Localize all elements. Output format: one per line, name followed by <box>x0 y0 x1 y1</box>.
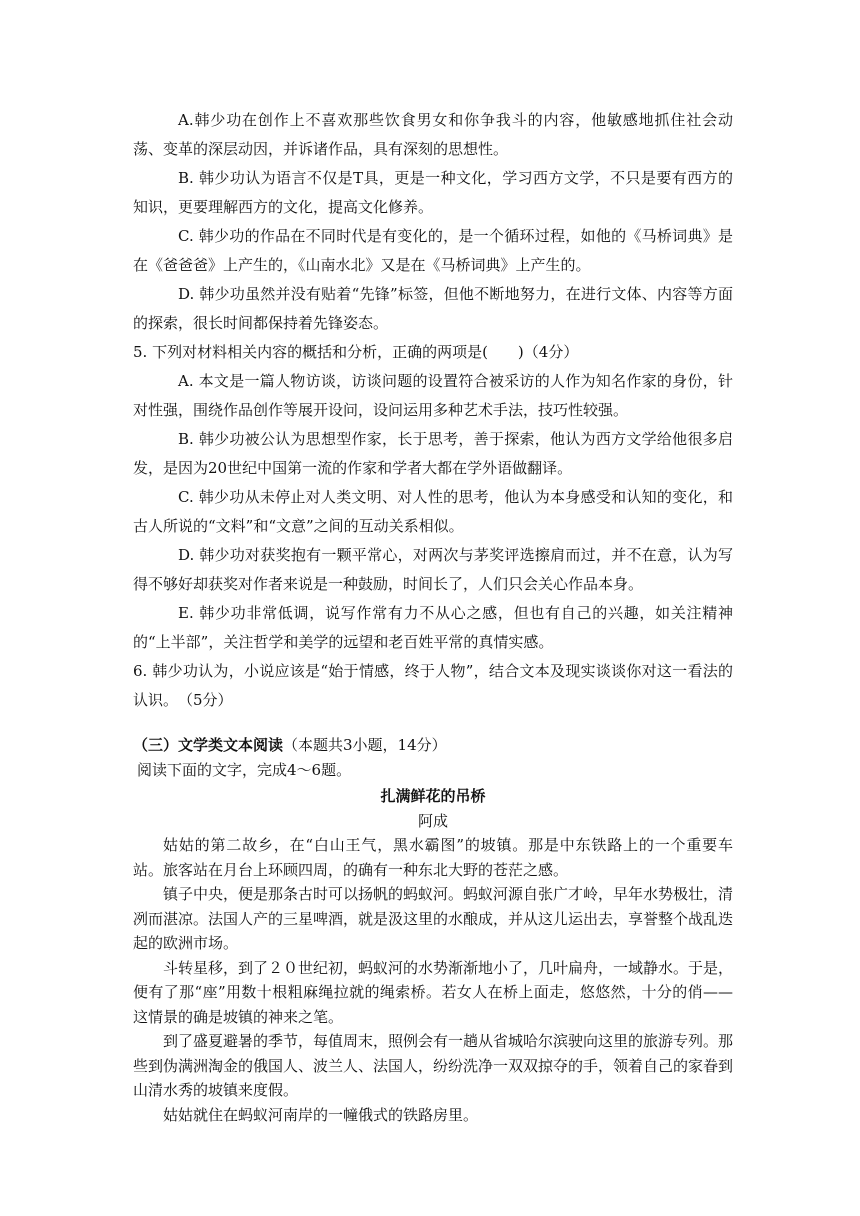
q5-stem: 5. 下列对材料相关内容的概括和分析，正确的两项是( )（4分） <box>133 343 579 361</box>
q5-option-e: E. 韩少功非常低调，说写作常有力不从心之感，但也有自己的兴趣，如关注精神的“上半部”，关注哲学和美学的远望和老百姓平常的真情实感。 <box>133 604 733 651</box>
passage-paragraph: 姑姑就住在蚂蚁河南岸的一幢俄式的铁路房里。 <box>163 1105 479 1124</box>
q4-options <box>133 106 733 338</box>
q5 <box>133 338 733 657</box>
q6-stem: 6. 韩少功认为，小说应该是“始于情感，终于人物”，结合文本及现实谈谈你对这一看法的认识。 （5分） <box>133 662 733 709</box>
section3-heading-note: （本题共3小题，14分） <box>283 736 447 754</box>
q6 <box>133 657 733 715</box>
q4-option-a: A.韩少功在创作上不喜欢那些饮食男女和你争我斗的内容，他敏感地抓住社会动荡、变革的深层动因，并诉诸作品，具有深刻的思想性。 <box>133 111 733 158</box>
passage-paragraph: 镇子中央，便是那条古时可以扬帆的蚂蚁河。蚂蚁河源自张广才岭，早年水势极壮，清冽而湛凉。法国人产的三星啤酒，就是汲这里的水酿成，并从这儿运出去，享誉整个战乱迭起的欧洲市场。 <box>133 885 734 952</box>
passage-paragraph: 姑姑的第二故乡，在“白山王气，黑水霸图”的坡镇。那是中东铁路上的一个重要车站。旅客站在月台上环顾四周，的确有一种东北大野的苍茫之感。 <box>133 836 733 879</box>
q5-option-d: D. 韩少功对获奖抱有一颗平常心，对两次与茅奖评选擦肩而过，并不在意，认为写得不够好却获奖对作者来说是一种鼓励，时间长了，人们只会关心作品本身。 <box>133 546 733 593</box>
passage-paragraph: 到了盛夏避暑的季节，每值周末，照例会有一趟从省城哈尔滨驶向这里的旅游专列。那些到伪满洲淘金的俄国人、波兰人、法国人，纷纷洗净一双双掠夺的手，领着自己的家眷到山清水秀的坡镇来度假。 <box>133 1032 734 1099</box>
section3-heading <box>133 733 733 757</box>
section3-heading-title: （三）文学类文本阅读 <box>133 736 284 754</box>
passage-title: 扎满鲜花的吊桥 <box>380 787 486 805</box>
q5-option-c: C. 韩少功从未停止对人类文明、对人性的思考，他认为本身感受和认知的变化，和古人所说的“文料”和“文意”之间的互动关系相似。 <box>133 488 733 535</box>
q5-option-b: B. 韩少功被公认为思想型作家，长于思考，善于探索，他认为西方文学给他很多启发，是因为20世纪中国第一流的作家和学者大都在学外语做翻译。 <box>133 430 733 477</box>
q4-option-d: D. 韩少功虽然并没有贴着“先锋”标签，但他不断地努力，在进行文体、内容等方面的探索，很长时间都保持着先锋姿态。 <box>133 285 733 332</box>
q4-option-c: C. 韩少功的作品在不同时代是有变化的，是一个循环过程，如他的《马桥词典》是在《爸爸爸》上产生的，《山南水北》又是在《马桥词典》上产生的。 <box>133 227 733 274</box>
q5-option-a: A. 本文是一篇人物访谈，访谈问题的设置符合被采访的人作为知名作家的身份，针对性强，围绕作品创作等展开设问，设问运用多种艺术手法，技巧性较强。 <box>133 372 733 419</box>
section3-instruction: 阅读下面的文字，完成4～6题。 <box>137 761 352 779</box>
passage-author: 阿成 <box>417 812 448 830</box>
section3 <box>133 733 733 1127</box>
q4-option-b: B. 韩少功认为语言不仅是T具，更是一种文化，学习西方文学，不只是要有西方的知识，更要理解西方的文化，提高文化修养。 <box>133 169 733 216</box>
passage-body <box>133 833 733 1127</box>
passage-paragraph: 斗转星移，到了２０世纪初，蚂蚁河的水势渐渐地小了，几叶扁舟，一域静水。于是，便有了那“座”用数十根粗麻绳拉就的绳索桥。若女人在桥上面走，悠悠然，十分的俏——这情景的确是坡镇的神来之笔。 <box>133 958 734 1026</box>
